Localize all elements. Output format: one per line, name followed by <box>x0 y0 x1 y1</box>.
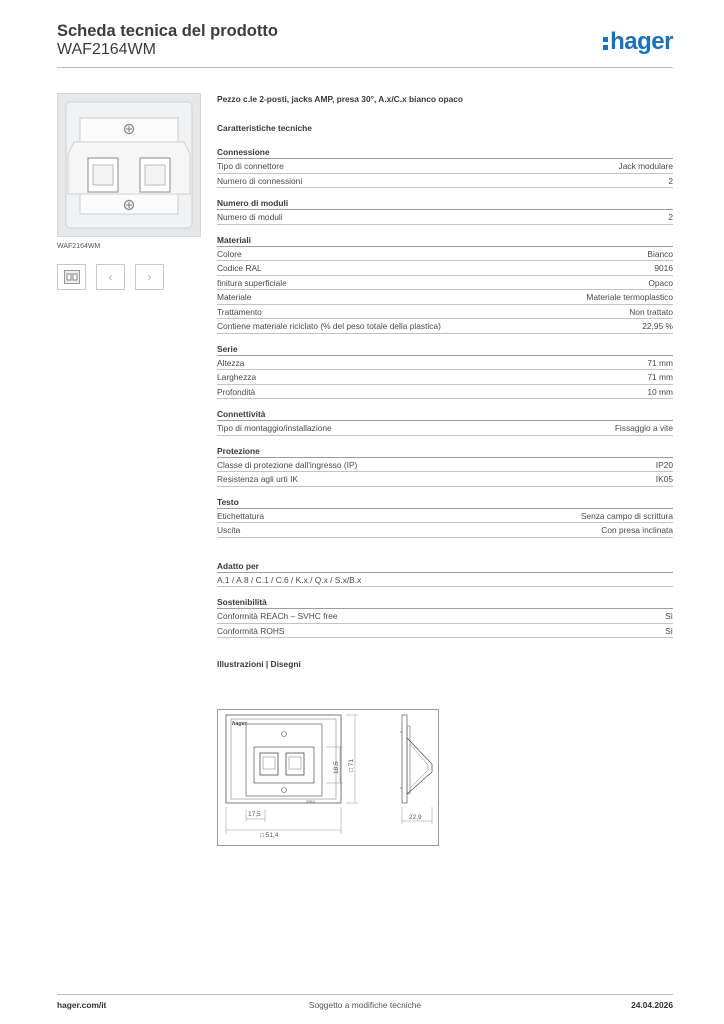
footer-website-link[interactable]: hager.com/it <box>57 1000 107 1010</box>
spec-table <box>217 92 673 671</box>
spec-section-connessione <box>217 146 673 188</box>
spec-row: Classe di protezione dall'ingresso (IP) IP20 <box>217 458 673 473</box>
rotate-right-thumbnail[interactable] <box>135 264 164 290</box>
section-title: Connettività <box>217 408 673 421</box>
section-title: Connessione <box>217 146 673 159</box>
spec-row: Conformità ROHS Sì <box>217 624 673 639</box>
section-title: Protezione <box>217 445 673 458</box>
spec-row: Materiale Materiale termoplastico <box>217 290 673 305</box>
rotate-left-icon: ‹ <box>108 270 113 284</box>
product-code: WAF2164WM <box>57 41 156 58</box>
spec-section-moduli <box>217 197 673 225</box>
spec-section-protezione <box>217 445 673 487</box>
spec-row: Tipo di connettore Jack modulare <box>217 159 673 174</box>
thumbnail-strip <box>57 264 164 290</box>
rotate-right-icon: › <box>147 270 152 284</box>
section-title: Adatto per <box>217 560 673 573</box>
dim-width: □ 51,4 <box>260 832 279 839</box>
spec-row: Trattamento Non trattato <box>217 305 673 320</box>
spec-row: Uscita Con presa inclinata <box>217 523 673 538</box>
spec-row: A.1 / A.8 / C.1 / C.6 / K.x / Q.x / S.x/B.x <box>217 573 673 588</box>
page-title: Scheda tecnica del prodotto <box>57 22 278 40</box>
spacer <box>217 538 673 560</box>
spec-section-serie <box>217 343 673 400</box>
logo-text: hager <box>610 28 673 55</box>
section-title: Materiali <box>217 234 673 247</box>
spec-row: Contiene materiale riciclato (% del peso totale della plastica) 22,95 % <box>217 319 673 334</box>
spec-section-adatto-per <box>217 560 673 588</box>
spec-heading: Caratteristiche tecniche <box>217 123 312 133</box>
spec-row: Resistenza agli urti IK IK05 <box>217 472 673 487</box>
product-photo-icon <box>58 94 200 236</box>
section-title: Sostenibilità <box>217 596 673 609</box>
socket-thumbnail-icon <box>64 270 80 284</box>
image-caption: WAF2164WM <box>57 243 101 250</box>
product-description: Pezzo c.le 2-posti, jacks AMP, presa 30°, A.x/C.x bianco opaco <box>217 94 464 104</box>
illustrations-title: Illustrazioni | Disegni <box>217 659 301 669</box>
spec-section-sostenibilita <box>217 596 673 638</box>
spec-row: Conformità REACh – SVHC free Sì <box>217 609 673 624</box>
dim-height: 18,5 <box>333 761 340 774</box>
technical-drawing[interactable] <box>217 709 439 846</box>
spec-row: Codice RAL 9016 <box>217 261 673 276</box>
spec-row: Larghezza 71 mm <box>217 370 673 385</box>
footer-date: 24.04.2026 <box>631 1000 673 1010</box>
footer-note: Soggetto a modifiche tecniche <box>308 1000 422 1010</box>
page-footer <box>57 994 673 1014</box>
svg-text:atea: atea <box>306 799 315 804</box>
page-header <box>57 20 673 68</box>
spec-row: finitura superficiale Opaco <box>217 276 673 291</box>
dim-left: 17,5 <box>248 811 261 818</box>
logo-colon-icon <box>603 34 608 51</box>
spec-row: Altezza 71 mm <box>217 356 673 371</box>
spec-row: Numero di connessioni 2 <box>217 174 673 189</box>
spec-section-testo <box>217 496 673 538</box>
drawing-icon <box>218 710 438 845</box>
spec-section-connettivita <box>217 408 673 436</box>
section-title: Testo <box>217 496 673 509</box>
hager-logo[interactable] <box>603 28 673 56</box>
spec-row: Etichettatura Senza campo di scrittura <box>217 509 673 524</box>
drawing-brand-label: hager <box>232 721 247 727</box>
product-image[interactable] <box>57 93 201 237</box>
section-title: Numero di moduli <box>217 197 673 210</box>
spec-row: Profondità 10 mm <box>217 385 673 400</box>
dim-total: □ 71 <box>348 759 355 772</box>
dim-depth: 22,9 <box>409 814 422 821</box>
section-title: Serie <box>217 343 673 356</box>
rotate-left-thumbnail[interactable] <box>96 264 125 290</box>
spec-row: Colore Bianco <box>217 247 673 262</box>
spec-row: Tipo di montaggio/installazione Fissaggio a vite <box>217 421 673 436</box>
spec-section-materiali <box>217 234 673 334</box>
spec-row: Numero di moduli 2 <box>217 210 673 225</box>
product-front-thumbnail[interactable] <box>57 264 86 290</box>
